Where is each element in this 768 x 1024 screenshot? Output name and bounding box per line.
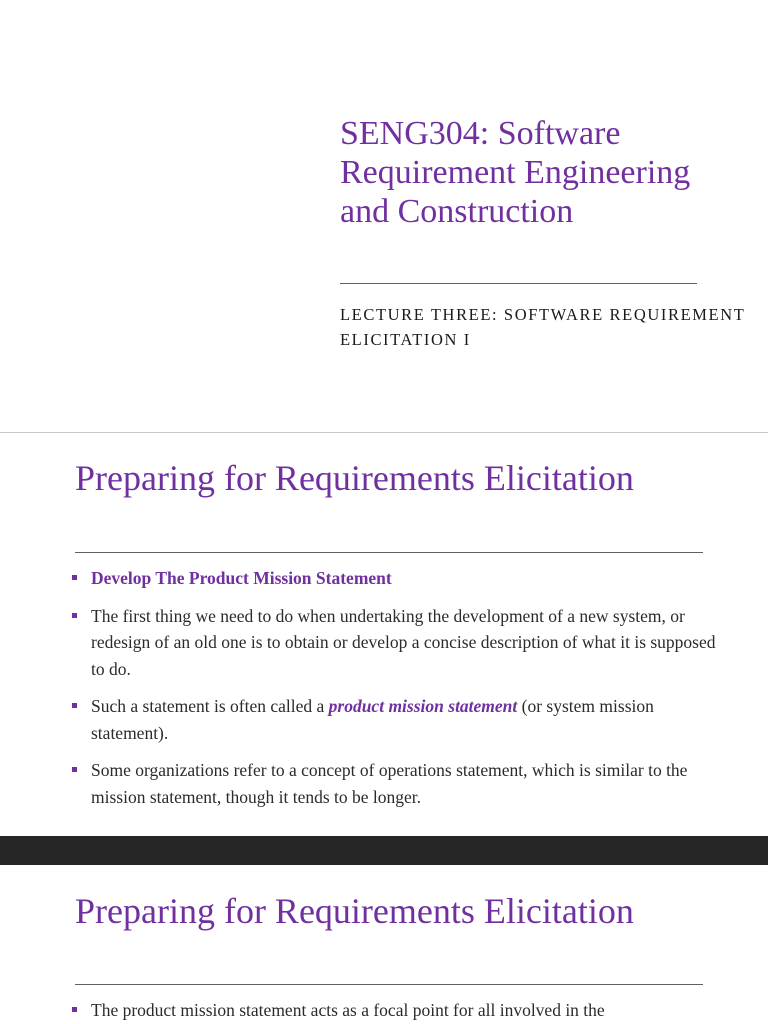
heading-divider — [75, 552, 703, 553]
bullet-text-after: (or system mission statement). — [91, 696, 654, 743]
bullet-item — [72, 997, 722, 1024]
slide-heading: Preparing for Requirements Elicitation — [75, 458, 634, 498]
square-bullet-icon — [72, 1007, 77, 1012]
bullet-list — [72, 997, 722, 1024]
square-bullet-icon — [72, 703, 77, 708]
bullet-item — [72, 757, 722, 810]
slide-separator-dark — [0, 836, 768, 865]
square-bullet-icon — [72, 575, 77, 580]
title-divider — [340, 283, 697, 284]
slide-preparing-1 — [0, 433, 768, 836]
bullet-text: The first thing we need to do when undertaking the development of a new system, or redesign of an old one is to obtain or develop a concise description of what it is supposed to do. — [91, 605, 716, 679]
bullet-list — [72, 565, 722, 821]
bullet-item — [72, 565, 722, 592]
bullet-heading-text: Develop The Product Mission Statement — [91, 568, 392, 588]
course-title: SENG304: Software Requirement Engineering and Construction — [340, 115, 691, 230]
slide-heading: Preparing for Requirements Elicitation — [75, 891, 634, 931]
bullet-item — [72, 693, 722, 746]
bullet-text: The product mission statement acts as a focal point for all involved in the — [91, 1000, 605, 1020]
slide-title — [0, 0, 768, 432]
lecture-subtitle: LECTURE THREE: SOFTWARE REQUIREMENT ELICITATION I — [340, 305, 746, 349]
bullet-text: Some organizations refer to a concept of operations statement, which is similar to the mission statement, though it tends to be longer. — [91, 760, 688, 807]
heading-divider — [75, 984, 703, 985]
bullet-emphasis: product mission statement — [328, 696, 518, 716]
square-bullet-icon — [72, 613, 77, 618]
bullet-text-before: Such a statement is often called a — [91, 696, 329, 716]
square-bullet-icon — [72, 767, 77, 772]
slide-preparing-2 — [0, 865, 768, 1024]
bullet-item — [72, 603, 722, 683]
